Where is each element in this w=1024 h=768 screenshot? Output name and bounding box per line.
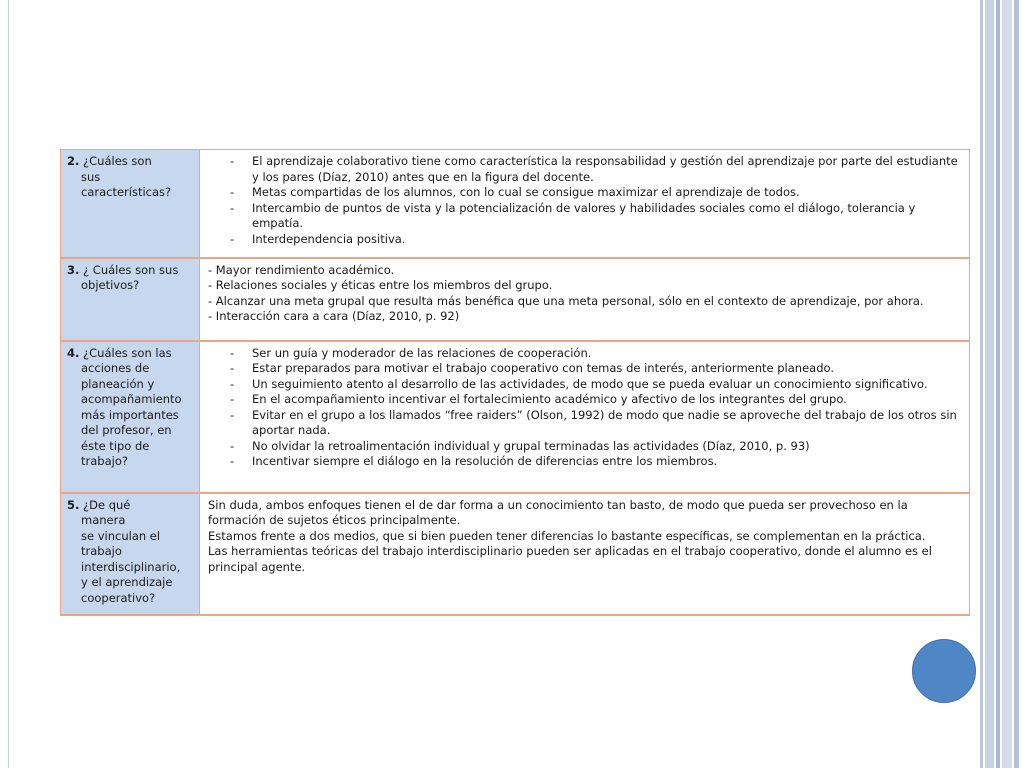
answer-line: Estamos frente a dos medios, que si bien pueden tener diferencias lo bastante específicas, se complementan en la práctica.	[208, 528, 926, 543]
question-number: 5.	[67, 497, 80, 512]
table-row	[61, 150, 970, 258]
answer-line: - Alcanzar una meta grupal que resulta más benéfica que una meta personal, sólo en el contexto de aprendizaje, por ahora.	[208, 293, 924, 308]
stripe	[1002, 0, 1012, 768]
question-text-line: ¿Cuáles son las	[83, 345, 172, 360]
decorative-circle	[912, 639, 976, 703]
question-text-line: más importantes	[81, 407, 179, 422]
question-text-line: se vinculan el	[81, 528, 161, 543]
question-cell	[61, 341, 200, 493]
question-text-line: ¿ Cuáles son sus	[83, 262, 179, 277]
answer-line: Las herramientas teóricas del trabajo interdisciplinario pueden ser aplicadas en el trabajo cooperativo, donde el alumno es el principal agente.	[208, 544, 932, 574]
answer-cell	[200, 258, 970, 341]
stripe	[996, 0, 1000, 768]
answer-list	[208, 154, 963, 247]
answer-line: - Interacción cara a cara (Díaz, 2010, p. 92)	[208, 309, 460, 323]
question-text-line: características?	[81, 185, 172, 199]
question-answer-table	[60, 149, 970, 616]
answer-list-item: - En el acompañamiento incentivar el fortalecimiento académico y afectivo de los integrantes del grupo.	[208, 392, 963, 408]
question-cell	[61, 150, 200, 258]
table-row	[61, 341, 970, 493]
question-text-line: del profesor, en	[81, 423, 172, 437]
question-text-line: acciones de	[81, 361, 150, 375]
stripe	[985, 0, 994, 768]
answer-line: Sin duda, ambos enfoques tienen el de dar forma a un conocimiento tan basto, de modo que pueda ser provechoso en la formación de sujetos éticos principalmente.	[208, 497, 908, 527]
question-text-line: trabajo?	[81, 454, 128, 468]
question-number: 3.	[67, 262, 80, 277]
question-text-line: éste tipo de	[81, 438, 150, 453]
answer-list-item: - El aprendizaje colaborativo tiene como característica la responsabilidad y gestión del aprendizaje por parte del estudiante y los pares (Díaz, 2010) antes que en la figura del docente.	[208, 154, 963, 185]
question-text-line: planeación y	[81, 376, 155, 391]
stripe	[980, 0, 983, 768]
question-cell	[61, 258, 200, 341]
answer-line: - Mayor rendimiento académico.	[208, 262, 395, 277]
answer-list-item: - Ser un guía y moderador de las relaciones de cooperación.	[208, 346, 963, 362]
answer-list-item: - Un seguimiento atento al desarrollo de las actividades, de modo que se pueda evaluar un conocimiento significativo.	[208, 377, 963, 393]
question-text-line: cooperativo?	[81, 590, 156, 605]
question-text-line: sus	[81, 169, 101, 184]
question-text-line: trabajo	[81, 544, 122, 558]
answer-cell	[200, 493, 970, 615]
question-number: 4.	[67, 345, 80, 360]
answer-list-item: - Metas compartidas de los alumnos, con lo cual se consigue maximizar el aprendizaje de todos.	[208, 185, 963, 201]
question-text-line: objetivos?	[81, 278, 140, 292]
answer-list-item: - Incentivar siempre el diálogo en la resolución de diferencias entre los miembros.	[208, 454, 963, 470]
answer-list-item: - Intercambio de puntos de vista y la potencialización de valores y habilidades sociales como el diálogo, tolerancia y empatía.	[208, 201, 963, 232]
question-text-line: ¿Cuáles son	[83, 154, 152, 168]
answer-list-item: - Evitar en el grupo a los llamados “free raiders” (Olson, 1992) de modo que nadie se aproveche del trabajo de los otros sin aportar nada.	[208, 408, 963, 439]
question-cell	[61, 493, 200, 615]
decorative-side-stripes	[976, 0, 1024, 768]
question-text-line: acompañamiento	[81, 392, 182, 406]
question-number: 2.	[67, 154, 80, 168]
answer-list-item: - Estar preparados para motivar el trabajo cooperativo con temas de interés, anteriormente planeado.	[208, 361, 963, 377]
answer-list-item: - No olvidar la retroalimentación individual y grupal terminadas las actividades (Díaz, 2010, p. 93)	[208, 439, 963, 455]
answer-cell	[200, 341, 970, 493]
answer-list	[208, 346, 963, 470]
answer-cell	[200, 150, 970, 258]
question-text-line: y el aprendizaje	[81, 575, 173, 589]
answer-list-item: - Interdependencia positiva.	[208, 232, 963, 248]
table-row	[61, 493, 970, 615]
answer-line: - Relaciones sociales y éticas entre los miembros del grupo.	[208, 278, 553, 292]
question-text-line: manera	[81, 513, 126, 527]
stripe	[1014, 0, 1019, 768]
question-text-line: ¿De qué	[83, 497, 131, 512]
question-text-line: interdisciplinario,	[81, 559, 181, 574]
table-row	[61, 258, 970, 341]
